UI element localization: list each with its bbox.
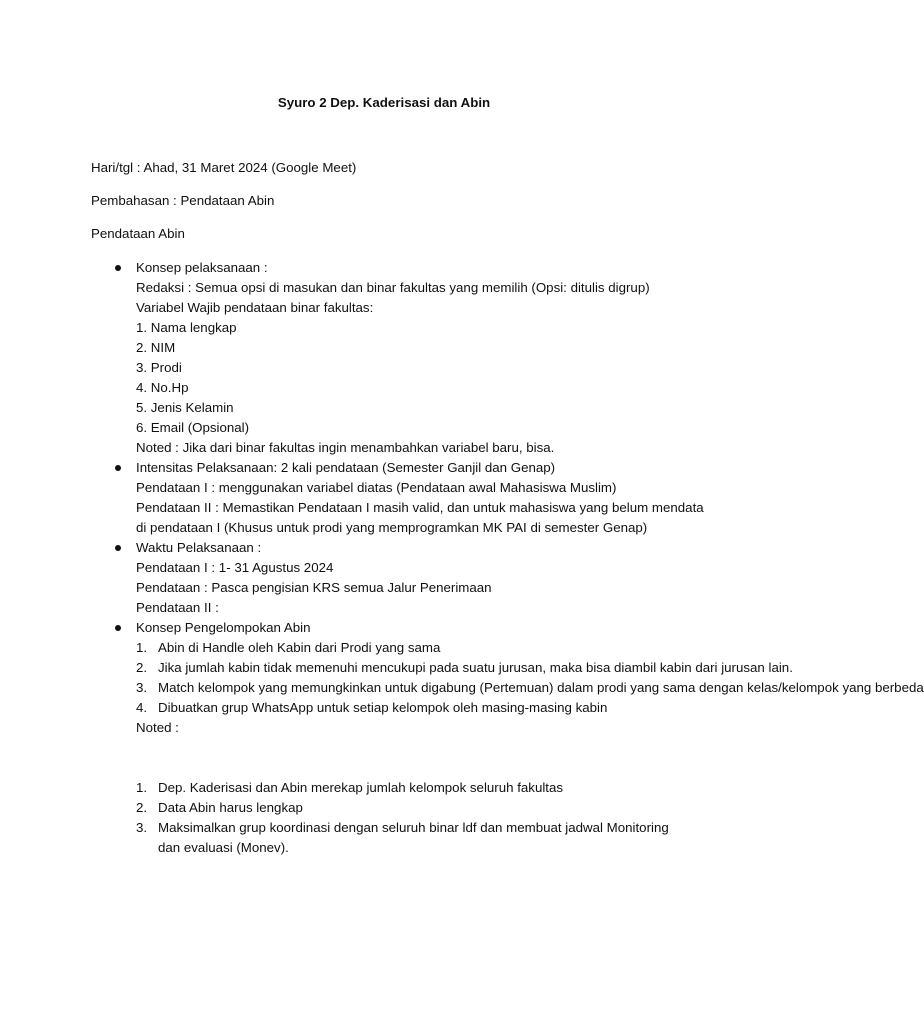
meeting-date-line: Hari/tgl : Ahad, 31 Maret 2024 (Google Meet) [91, 160, 357, 175]
list-item [136, 698, 710, 718]
list-number: 3. [136, 680, 148, 695]
topic-line: Pembahasan : Pendataan Abin [91, 193, 275, 208]
bullet-dot-icon [115, 465, 121, 471]
list-text: Jika jumlah kabin tidak memenuhi mencukupi pada suatu jurusan, maka bisa diambil kabin dari jurusan lain. [158, 660, 793, 675]
document-title: Syuro 2 Dep. Kaderisasi dan Abin [277, 95, 491, 110]
noted-list [136, 778, 696, 858]
list-text: Data Abin harus lengkap [158, 800, 303, 815]
list-number: 2. [136, 660, 148, 675]
bullet-line: di pendataan I (Khusus untuk prodi yang memprogramkan MK PAI di semester Genap) [136, 520, 648, 535]
bullet-grouping [110, 618, 924, 738]
bullet-line: Pendataan II : [136, 600, 219, 615]
bullet-line: 4. No.Hp [136, 380, 189, 395]
list-number: 1. [136, 640, 148, 655]
bullet-dot-icon [115, 545, 121, 551]
noted-item [136, 778, 696, 798]
list-text: Maksimalkan grup koordinasi dengan seluruh binar ldf dan membuat jadwal Monitoring dan evaluasi (Monev). [158, 820, 669, 855]
noted-item [136, 798, 696, 818]
list-text: Dibuatkan grup WhatsApp untuk setiap kelompok oleh masing-masing kabin [158, 700, 608, 715]
list-item [136, 658, 793, 678]
bullet-line: Redaksi : Semua opsi di masukan dan binar fakultas yang memilih (Opsi: ditulis digrup) [136, 280, 650, 295]
bullet-line: 5. Jenis Kelamin [136, 400, 234, 415]
bullet-line: 6. Email (Opsional) [136, 420, 250, 435]
noted-label: Noted : [136, 720, 179, 735]
bullet-line: 2. NIM [136, 340, 176, 355]
list-number: 2. [136, 800, 148, 815]
bullet-concept [110, 258, 710, 458]
list-number: 4. [136, 700, 148, 715]
bullet-line: Pendataan I : 1- 31 Agustus 2024 [136, 560, 334, 575]
bullet-line: Konsep pelaksanaan : [136, 260, 268, 275]
bullet-line: Pendataan I : menggunakan variabel diatas (Pendataan awal Mahasiswa Muslim) [136, 480, 617, 495]
bullet-line: 1. Nama lengkap [136, 320, 237, 335]
section-heading: Pendataan Abin [91, 226, 185, 241]
list-item [136, 638, 710, 658]
bullet-intensity [110, 458, 710, 538]
bullet-line: Pendataan II : Memastikan Pendataan I masih valid, dan untuk mahasiswa yang belum mendata [136, 500, 704, 515]
bullet-line: Variabel Wajib pendataan binar fakultas: [136, 300, 374, 315]
list-number: 1. [136, 780, 148, 795]
bullet-heading: Konsep Pengelompokan Abin [136, 620, 311, 635]
noted-item [136, 818, 696, 858]
bullet-line: Intensitas Pelaksanaan: 2 kali pendataan (Semester Ganjil dan Genap) [136, 460, 556, 475]
list-text: Match kelompok yang memungkinkan untuk digabung (Pertemuan) dalam prodi yang sama dengan kelas/kelompok yang berbeda [158, 680, 924, 695]
list-number: 3. [136, 820, 148, 835]
bullet-line: Waktu Pelaksanaan : [136, 540, 262, 555]
bullet-dot-icon [115, 625, 121, 631]
list-text: Dep. Kaderisasi dan Abin merekap jumlah kelompok seluruh fakultas [158, 780, 564, 795]
bullet-schedule [110, 538, 710, 618]
bullet-line: 3. Prodi [136, 360, 182, 375]
list-item [136, 678, 924, 698]
bullet-dot-icon [115, 265, 121, 271]
bullet-line: Noted : Jika dari binar fakultas ingin menambahkan variabel baru, bisa. [136, 440, 555, 455]
bullet-line: Pendataan : Pasca pengisian KRS semua Jalur Penerimaan [136, 580, 492, 595]
list-text: Abin di Handle oleh Kabin dari Prodi yang sama [158, 640, 441, 655]
